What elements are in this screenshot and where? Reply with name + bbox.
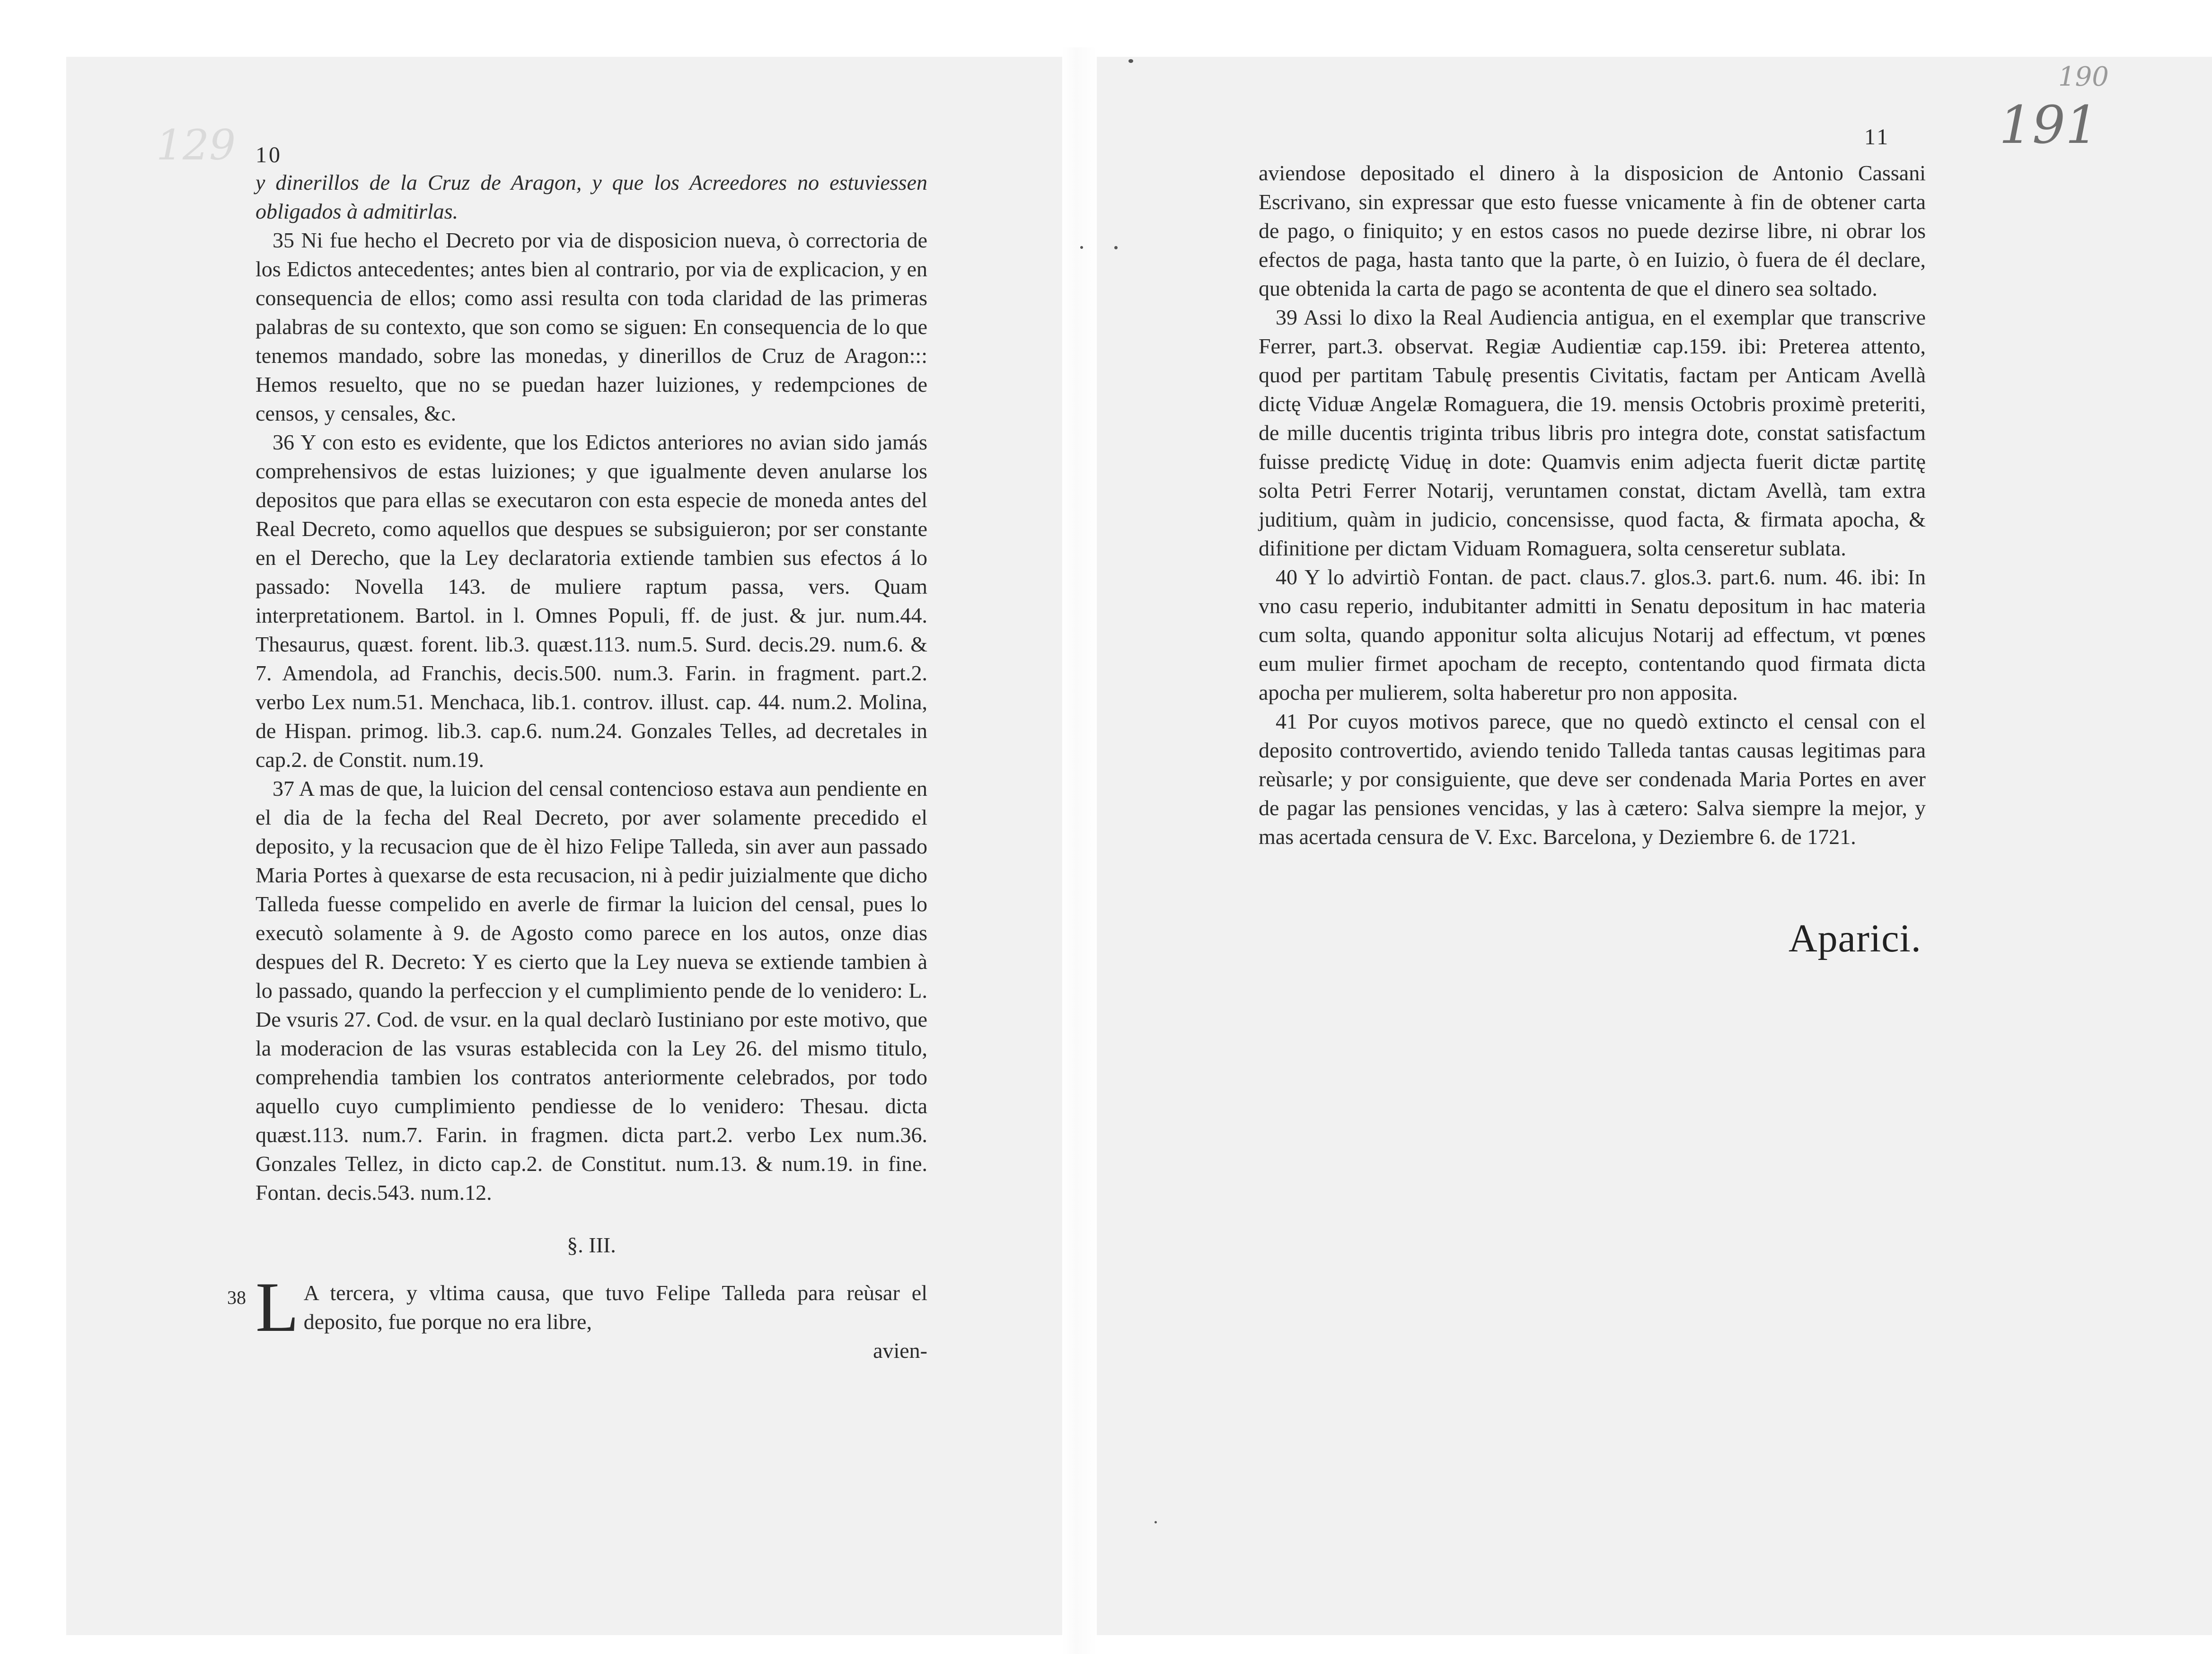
ink-speck: [1114, 246, 1118, 249]
right-margin-note: 191: [1999, 95, 2098, 155]
left-text-column: [227, 154, 927, 1365]
ink-speck: [1128, 59, 1133, 63]
paragraph-41: 41 Por cuyos motivos parece, que no quedò extincto el censal con el deposito controvertido, aviendo tenido Talleda tantas causas legitimas para reùsarle; y por consiguiente, que deve ser condenada Maria Portes en aver de pagar las pensiones vencidas, y las à cætero: Salva siempre la mejor, y mas acertada censura de V. Exc. Barcelona, y Deziembre 6. de 1721.: [1259, 709, 1926, 849]
ink-speck: [1080, 246, 1083, 249]
right-text-column: [1259, 158, 1926, 851]
right-folio-number: 11: [1864, 124, 1890, 150]
ink-speck: [1154, 1521, 1157, 1523]
paragraph-40: 40 Y lo advirtiò Fontan. de pact. claus.7. glos.3. part.6. num. 46. ibi: In vno casu reperio, indubitanter admitti in Senatu depositum in hac materia cum solta, quando apponitur solta alicujus Notarij ad effectum, vt pœnes eum mulier firmet apocham de recepto, contentando quod firmata dicta apocha per mulierem, solta haberetur pro non apposita.: [1259, 565, 1926, 704]
paragraph-38-number: 38: [227, 1287, 246, 1308]
left-margin-note: 129: [156, 121, 236, 169]
paragraph-38: [227, 1268, 927, 1346]
paragraph-36: 36 Y con esto es evidente, que los Edictos anteriores no avian sido jamás comprehensivos de estas luiziones; y que igualmente deven anularse los depositos que para ellas se executaron con esta especie de moneda antes del Real Decreto, como aquellos que despues se subsiguieron; por ser constante en el Derecho, que la Ley declaratoria extiende tambien sus efectos á lo passado: Novella 143. de muliere raptum passa, vers. Quam interpretationem. Bartol. in l. Omnes Populi, ff. de just. & jur. num.44. Thesaurus, quæst. forent. lib.3. quæst.113. num.5. Surd. decis.29. num.6. & 7. Amendola, ad Franchis, decis.500. num.3. Farin. in fragment. part.2. verbo Lex num.51. Menchaca, lib.1. controv. illust. cap. 44. num.2. Molina, de Hispan. primog. lib.3. cap.6. num.24. Gonzales Telles, ad decretales in cap.2. de Constit. num.19.: [256, 430, 927, 772]
section-heading: §. III.: [567, 1233, 616, 1257]
paragraph-35: 35 Ni fue hecho el Decreto por via de disposicion nueva, ò correctoria de los Edictos antecedentes; antes bien al contrario, por via de explicacion, y en consequencia de ellos; como assi resulta con toda claridad de las primeras palabras de su contexto, que son como se siguen: En consequencia de lo que tenemos mandado, sobre las monedas, y dinerillos de Cruz de Aragon::: Hemos resuelto, que no se puedan hazer luiziones, y redempciones de censos, y censales, &c.: [256, 228, 927, 425]
left-folio-number: 10: [256, 142, 282, 167]
book-gutter: [1062, 47, 1097, 1654]
paragraph-continuation: aviendose depositado el dinero à la disposicion de Antonio Cassani Escrivano, sin expressar que esto fuesse vnicamente à fin de obtener carta de pago, o finiquito; y en estos casos no puede dezirse libre, ni obrar los efectos de paga, hasta tanto que la parte, ò en Iuizio, ò fuera de él declare, que obtenida la carta de pago se acontenta de que el dinero sea soltado.: [1259, 161, 1926, 300]
right-margin-note-top: 190: [2058, 62, 2109, 92]
paragraph-38-text: A tercera, y vltima causa, que tuvo Felipe Talleda para reùsar el deposito, fue porque no era libre,: [303, 1281, 927, 1334]
paragraph-continuation: y dinerillos de la Cruz de Aragon, y que los Acreedores no estuviessen obligados à admitirlas.: [256, 170, 927, 223]
drop-capital: L: [256, 1268, 299, 1346]
paragraph-39: 39 Assi lo dixo la Real Audiencia antigua, en el exemplar que transcrive Ferrer, part.3. observat. Regiæ Audientiæ cap.159. ibi: Preterea attento, quod per partitam Tabulę presentis Civitatis, factam per Anticam Avellà dictę Viduæ Angelæ Romaguera, die 19. mensis Octobris proximè preteriti, de mille ducentis triginta tribus libris pro integra dote, constat satisfactum fuisse predictę Viduę in dote: Quamvis enim adjecta fuerit dictæ partitę solta Petri Ferrer Notarij, veruntamen constat, dictam Avellà, tam extra juditium, quàm in judicio, concensisse, quod facta, & firmata apocha, & difinitione per dictam Viduam Romaguera, solta censeretur sublata.: [1259, 305, 1926, 560]
catchword: avien-: [873, 1338, 927, 1363]
paragraph-37: 37 A mas de que, la luicion del censal contencioso estava aun pendiente en el dia de la fecha del Real Decreto, por aver solamente precedido el deposito, y la recusacion que de èl hizo Felipe Talleda, sin aver aun passado Maria Portes à quexarse de esta recusacion, ni à pedir juizialmente que dicho Talleda fuesse compelido en averle de firmar la luicion del censal, pues lo executò solamente à 9. de Agosto como parece en los autos, onze dias despues del R. Decreto: Y es cierto que la Ley nueva se extiende tambien à lo passado, quando la perfeccion y el cumplimiento pende de lo venidero: L. De vsuris 27. Cod. de vsur. en la qual declarò Iustiniano por este motivo, que la moderacion de las vsuras establecida con la Ley 26. del mismo titulo, comprehendia tambien los contratos anteriormente celebrados, por todo aquello cuyo cumplimiento pendiesse de lo venidero: Thesau. dicta quæst.113. num.7. Farin. in fragmen. dicta part.2. verbo Lex num.36. Gonzales Tellez, in dicto cap.2. de Constitut. num.13. & num.19. in fine. Fontan. decis.543. num.12.: [256, 776, 927, 1205]
signature: Aparici.: [1789, 916, 1921, 960]
